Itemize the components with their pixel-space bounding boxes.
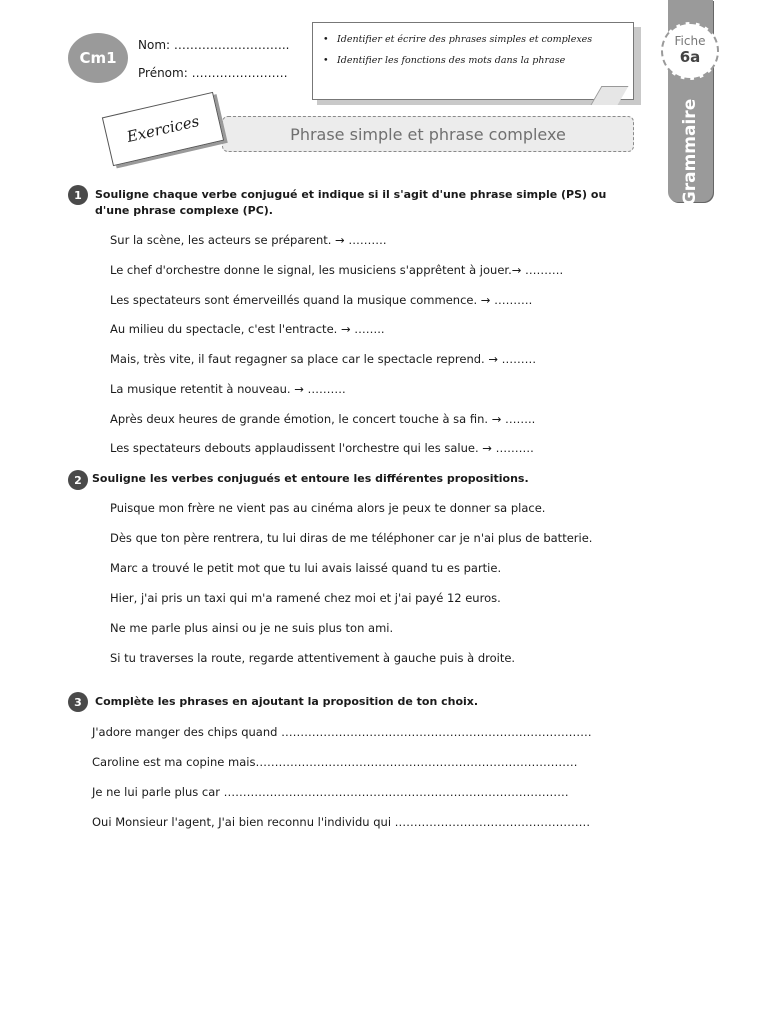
exercise-1-sentence: Le chef d'orchestre donne le signal, les musiciens s'apprêtent à jouer.→ ………. xyxy=(110,263,564,277)
fiche-label: Fiche xyxy=(674,34,706,48)
subject-label: Grammaire xyxy=(680,98,700,206)
exercise-1-sentence: Mais, très vite, il faut regagner sa place car le spectacle reprend. → ……… xyxy=(110,352,537,366)
level-badge: Cm1 xyxy=(68,33,128,83)
bullet-icon: • xyxy=(323,55,329,66)
exercise-1-sentence: Au milieu du spectacle, c'est l'entracte. → …….. xyxy=(110,322,385,336)
exercise-3-number: 3 xyxy=(68,692,88,712)
exercise-1-sentence: Les spectateurs debouts applaudissent l'orchestre qui les salue. → ………. xyxy=(110,441,534,455)
exercise-2-sentence: Si tu traverses la route, regarde attentivement à gauche puis à droite. xyxy=(110,651,516,665)
exercise-2-instruction: Souligne les verbes conjugués et entoure les différentes propositions. xyxy=(92,472,529,485)
exercise-2-sentence: Marc a trouvé le petit mot que tu lui avais laissé quand tu es partie. xyxy=(110,561,502,575)
exercise-3-sentence[interactable]: Je ne lui parle plus car ……………………………………………………………………………… xyxy=(92,785,569,799)
objectives-box xyxy=(312,22,634,100)
objective-item xyxy=(323,29,625,50)
exercises-label: Exercices xyxy=(102,92,224,166)
page-title: Phrase simple et phrase complexe xyxy=(222,116,634,152)
exercise-2-sentence: Ne me parle plus ainsi ou je ne suis plus ton ami. xyxy=(110,621,394,635)
bullet-icon: • xyxy=(323,34,329,45)
exercise-3-sentence[interactable]: Oui Monsieur l'agent, J'ai bien reconnu l'individu qui …………………………………………… xyxy=(92,815,591,829)
exercise-2-sentence: Dès que ton père rentrera, tu lui diras de me téléphoner car je n'ai plus de batterie. xyxy=(110,531,593,545)
exercise-1-sentence: Sur la scène, les acteurs se préparent. → ………. xyxy=(110,233,387,247)
exercise-1-sentence: Après deux heures de grande émotion, le concert touche à sa fin. → …….. xyxy=(110,412,536,426)
exercise-2-number: 2 xyxy=(68,470,88,490)
fiche-badge xyxy=(661,22,719,80)
instruction-line: Souligne chaque verbe conjugué et indique si il s'agit d'une phrase simple (PS) ou xyxy=(95,188,607,201)
firstname-field[interactable]: Prénom: …………………… xyxy=(138,66,288,80)
objective-item xyxy=(323,50,625,71)
exercise-1-sentence: Les spectateurs sont émerveillés quand la musique commence. → ………. xyxy=(110,293,533,307)
instruction-line: d'une phrase complexe (PC). xyxy=(95,204,273,217)
exercise-1-sentence: La musique retentit à nouveau. → ………. xyxy=(110,382,346,396)
name-field[interactable]: Nom: ……………………….. xyxy=(138,38,290,52)
exercise-3-sentence[interactable]: Caroline est ma copine mais………………………………………………………………………… xyxy=(92,755,578,769)
objective-text: Identifier les fonctions des mots dans la phrase xyxy=(337,55,566,66)
fiche-number: 6a xyxy=(679,48,701,66)
exercise-1-instruction xyxy=(95,187,606,219)
objective-text: Identifier et écrire des phrases simples et complexes xyxy=(337,34,593,45)
exercise-1-number: 1 xyxy=(68,185,88,205)
exercise-3-instruction: Complète les phrases en ajoutant la proposition de ton choix. xyxy=(95,695,479,708)
exercise-2-sentence: Hier, j'ai pris un taxi qui m'a ramené chez moi et j'ai payé 12 euros. xyxy=(110,591,501,605)
exercise-3-sentence[interactable]: J'adore manger des chips quand ……………………………………………………………………… xyxy=(92,725,592,739)
exercise-2-sentence: Puisque mon frère ne vient pas au cinéma alors je peux te donner sa place. xyxy=(110,501,546,515)
